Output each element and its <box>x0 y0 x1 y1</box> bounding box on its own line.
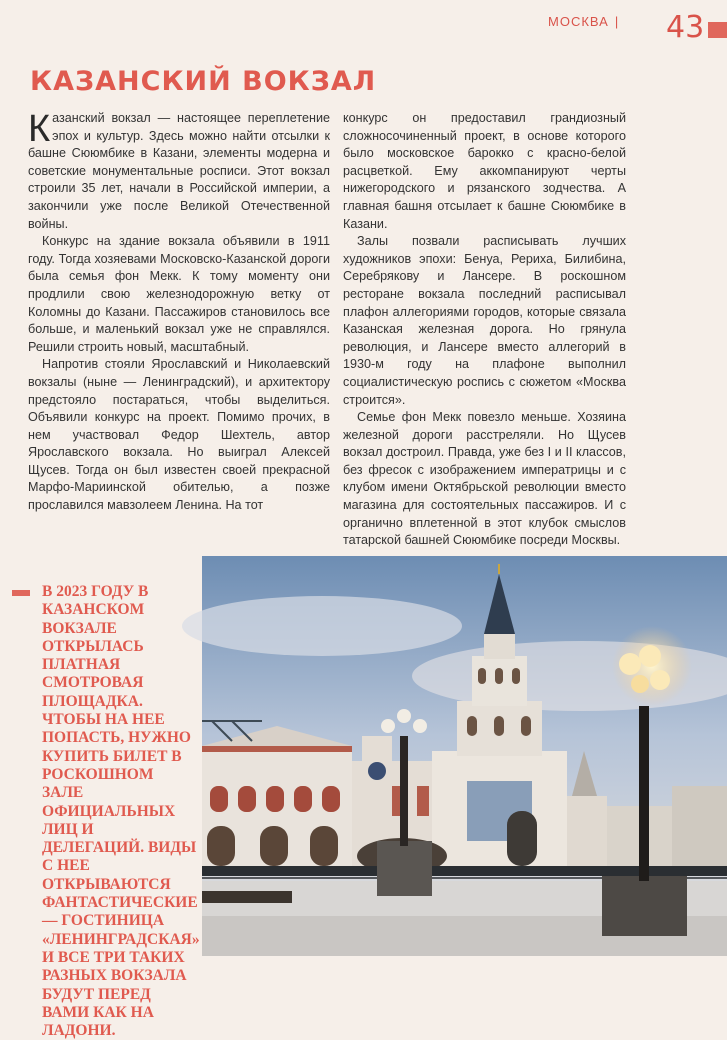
paragraph: конкурс он предоставил грандиозный сложносочиненный проект, в основе которого было московское барокко с красно-белой расцветкой. Ему аккомпанируют черты нижегородского и рязанского зодчества. А главная башня отсылает к башне Сююмбике в Казани. <box>343 111 626 231</box>
section-name: МОСКВА <box>548 14 609 29</box>
kazansky-station-illustration <box>202 556 727 956</box>
lamp-pedestal <box>377 841 432 896</box>
section-separator: | <box>614 14 620 29</box>
drop-cap: К <box>28 108 51 150</box>
station-photo <box>202 556 727 956</box>
paragraph-text: азанский вокзал — настоящее переплетение эпох и культур. Здесь можно найти отсылки к башне Сююмбике в Казани, элементы модерна и советские монументальные росписи. Этот вокзал строили 35 лет, начали в Российской империи, а закончили уже после Великой Отечественной войны. <box>28 111 330 231</box>
clock-icon <box>368 762 386 780</box>
lamp-pedestal <box>602 876 687 936</box>
article-column-left <box>28 110 330 515</box>
article-title: КАЗАНСКИЙ ВОКЗАЛ <box>30 66 377 97</box>
paragraph: Семье фон Мекк повезло меньше. Хозяина железной дороги расстреляли. Но Щусев вокзал достроил. Правда, уже без I и II классов, без фресок с изображением императрицы и с клубом имени Октябрьской революции вместо магазина для состоятельных пассажиров. И с органично вплетенной в этот клубок смыслов татарской башней Сююмбике посреди Москвы. <box>343 410 626 548</box>
page-tab <box>708 22 727 38</box>
running-head <box>548 14 619 29</box>
paragraph <box>28 110 330 233</box>
paragraph: Конкурс на здание вокзала объявили в 1911 году. Тогда хозяевами Московско-Казанской дороги была семья фон Мекк. К тому моменту они продлили свою железнодорожную ветку от Коломны до Казани. Пассажиров становилось все больше, и маленький вокзал уже не справлялся. Решили строить новый, масштабный. <box>28 234 330 354</box>
article-column-right <box>343 110 626 550</box>
sidebar-callout <box>12 583 200 1040</box>
callout-text: В 2023 ГОДУ В КАЗАНСКОМ ВОКЗАЛЕ ОТКРЫЛАСЬ ПЛАТНАЯ СМОТРОВАЯ ПЛОЩАДКА. ЧТОБЫ НА НЕЕ ПОПАСТЬ, НУЖНО КУПИТЬ БИЛЕТ В РОСКОШНОМ ЗАЛЕ ОФИЦИАЛЬНЫХ ЛИЦ И ДЕЛЕГАЦИЙ. ВИДЫ С НЕЕ ОТКРЫВАЮТСЯ ФАНТАСТИЧЕСКИЕ — ГОСТИНИЦА «ЛЕНИНГРАДСКАЯ» И ВСЕ ТРИ ТАКИХ РАЗНЫХ ВОКЗАЛА БУДУТ ПЕРЕД ВАМИ КАК НА ЛАДОНИ. <box>42 583 200 1040</box>
paragraph: Залы позвали расписывать лучших художников эпохи: Бенуа, Рериха, Билибина, Серебрякову и Лансере. В роскошном ресторане вокзала последний расписывал плафон аллегориями городов, которые связала Казанская железная дорога. Но грянула революция, и Лансере вместо аллегорий в 1930-м году на плафоне выполнил социалистическую роспись с сюжетом «Москва строится». <box>343 234 626 407</box>
paragraph: Напротив стояли Ярославский и Николаевский вокзалы (ныне — Ленинградский), и архитектору предстояло постараться, чтобы выделиться. Объявили конкурс на проект. Помимо прочих, в нем участвовал Федор Шехтель, автор Ярославского вокзала. Но выиграл Алексей Щусев. Тогда он был известен своей прекрасной Марфо-Мариинской обителью, а позже прославился мавзолеем Ленина. На тот <box>28 357 330 513</box>
page-number: 43 <box>666 10 705 45</box>
callout-marker <box>12 590 30 596</box>
cloud <box>182 596 462 656</box>
